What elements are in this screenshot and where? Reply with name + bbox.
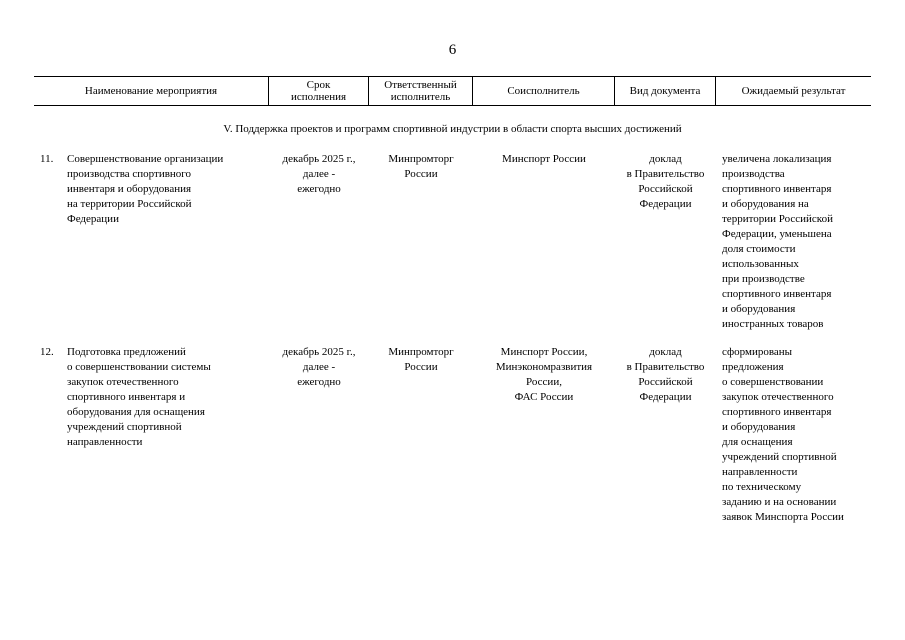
row-number: 11.	[40, 153, 54, 165]
row-coexecutor: Минспорт России, Минэкономразвития России, ФАС России	[495, 346, 593, 403]
row-coexecutor: Минспорт России	[502, 153, 586, 165]
row-responsible: Минпромторг России	[388, 153, 454, 180]
row-expected-result: увеличена локализация производства спортивного инвентаря и оборудования на территории Российской Федерации, уменьшена доля стоимости использованных при производстве спортивного инвентаря и оборудования иностранных товаров	[722, 153, 833, 330]
header-responsible: Ответственный исполнитель	[369, 77, 473, 105]
row-deadline: декабрь 2025 г., далее - ежегодно	[282, 153, 356, 195]
row-deadline: декабрь 2025 г., далее - ежегодно	[282, 346, 356, 388]
table-header	[34, 76, 871, 106]
header-expected-result: Ожидаемый результат	[741, 85, 846, 97]
row-event-name: Совершенствование организации производства спортивного инвентаря и оборудования на территории Российской Федерации	[67, 153, 224, 225]
header-coexecutor: Соисполнитель	[473, 77, 615, 105]
row-number: 12.	[40, 346, 54, 358]
header-doc-type: Вид документа	[615, 77, 716, 105]
row-expected-result: сформированы предложения о совершенствовании закупок отечественного спортивного инвентаря и оборудования для оснащения учреждений спортивной направленности по техническому заданию и на основании заявок Минспорта России	[722, 346, 844, 523]
page-number: 6	[448, 42, 457, 58]
row-doc-type: доклад в Правительство Российской Федерации	[626, 153, 705, 210]
header-event-name: Наименование мероприятия	[34, 77, 269, 105]
row-responsible: Минпромторг России	[388, 346, 454, 373]
section-title: V. Поддержка проектов и программ спортивной индустрии в области спорта высших достижений	[223, 123, 682, 135]
row-event-name: Подготовка предложений о совершенствовании системы закупок отечественного спортивного инвентаря и оборудования для оснащения учреждений спортивной направленности	[67, 346, 211, 448]
header-deadline: Срок исполнения	[269, 77, 369, 105]
row-doc-type: доклад в Правительство Российской Федерации	[626, 346, 705, 403]
